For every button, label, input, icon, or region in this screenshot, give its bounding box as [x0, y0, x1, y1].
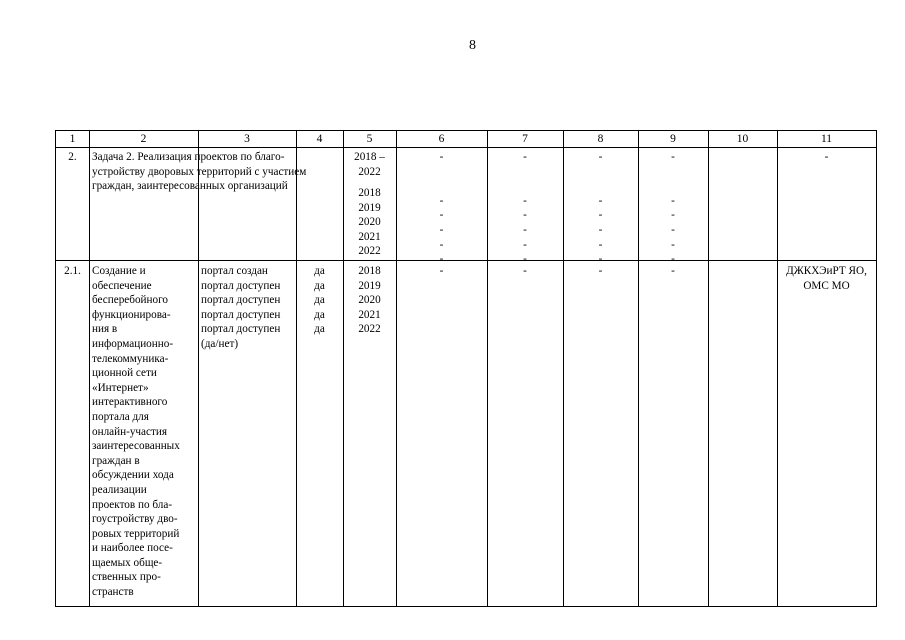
header-cell-9: 9 — [670, 133, 676, 145]
header-cell-11: 11 — [820, 133, 833, 145]
col-divider — [89, 131, 90, 606]
row21-values: да да да да да — [314, 265, 325, 336]
row21-activity-name: Создание и обеспечение бесперебойного функционирова- ния в информационно- телекоммуника- ционной сети «Интернет» интерактивного портала для онлайн-участия заинтересованных граждан в обсуждении хода реализации проектов по бла- гоустройству дво- ровых территорий и наиболее посе- щаемых обще- ственных про- странств — [92, 265, 180, 599]
row21-col7: - — [523, 265, 527, 277]
program-table — [55, 130, 877, 607]
header-cell-1: 1 — [69, 133, 76, 145]
row2-period: 2018 – 2022 — [354, 151, 385, 178]
header-cell-7: 7 — [522, 133, 528, 145]
row2-col7: - - - - - - — [523, 151, 527, 266]
header-cell-3: 3 — [244, 133, 250, 145]
header-cell-8: 8 — [597, 133, 604, 145]
row-divider — [56, 147, 876, 148]
header-cell-6: 6 — [438, 133, 445, 145]
row2-number: 2. — [68, 151, 77, 163]
row21-col8: - — [598, 265, 603, 277]
row2-col9: - - - - - - — [671, 151, 675, 266]
col-divider — [296, 131, 297, 606]
row21-number: 2.1. — [64, 265, 81, 277]
row21-years: 2018 2019 2020 2021 2022 — [358, 265, 381, 336]
col-divider — [198, 131, 199, 606]
row2-col6: - - - - - - — [439, 151, 444, 266]
row2-col11: - — [824, 151, 829, 163]
row2-years: 2018 2019 2020 2021 2022 — [358, 187, 381, 258]
header-cell-5: 5 — [366, 133, 373, 145]
header-cell-10: 10 — [736, 133, 749, 145]
header-cell-2: 2 — [140, 133, 147, 145]
header-cell-4: 4 — [316, 133, 323, 145]
row21-col9: - — [671, 265, 675, 277]
col-divider — [708, 131, 709, 606]
row21-executor: ДЖКХЭиРТ ЯО, ОМС МО — [786, 265, 867, 292]
col-divider — [777, 131, 778, 606]
row2-task-title: Задача 2. Реализация проектов по благо- устройству дворовых территорий с участием граждан, заинтересованных организаций — [92, 151, 307, 193]
page-number: 8 — [469, 38, 476, 53]
row2-col8: - - - - - - — [598, 151, 603, 266]
row21-col6: - — [439, 265, 444, 277]
row21-indicator: портал создан портал доступен портал доступен портал доступен портал доступен (да/нет) — [201, 265, 281, 350]
